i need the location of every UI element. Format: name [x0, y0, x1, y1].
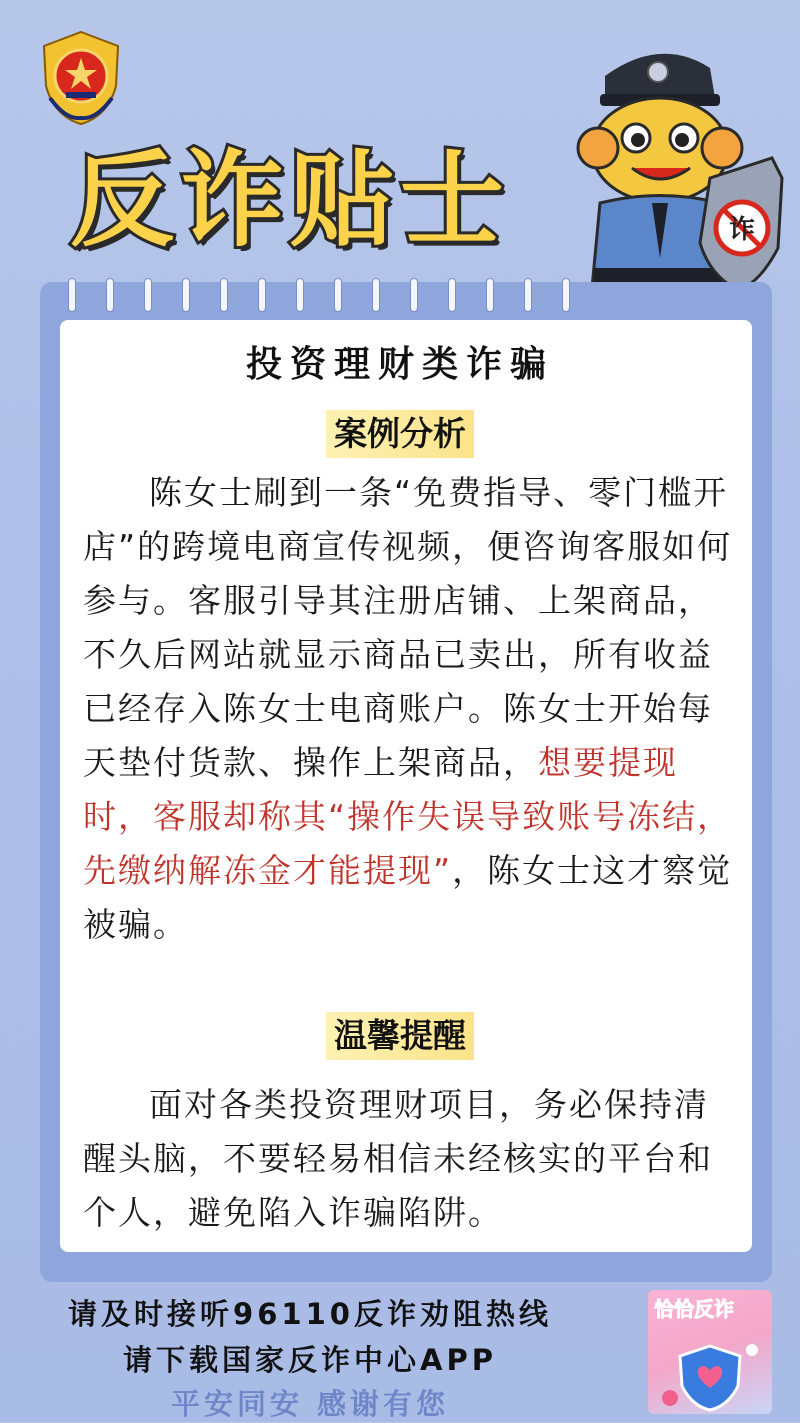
- card-title: 投资理财类诈骗: [245, 344, 554, 385]
- hotline-text: 请及时接听96110反诈劝阻热线: [68, 1297, 552, 1331]
- svg-text:诈: 诈: [728, 215, 756, 245]
- badge-text: 恰恰反诈: [654, 1297, 734, 1321]
- case-heading: 案例分析: [0, 410, 800, 458]
- police-emblem-icon: [36, 28, 126, 128]
- tip-text: 面对各类投资理财项目，务必保持清醒头脑，不要轻易相信未经核实的平台和个人，避免陷入诈骗陷阱。: [83, 1085, 713, 1232]
- tip-heading: 温馨提醒: [0, 1012, 800, 1060]
- binder-rings: [68, 278, 608, 314]
- download-app-text: 请下载国家反诈中心APP: [123, 1343, 497, 1377]
- anti-fraud-badge: [648, 1290, 772, 1414]
- thanks-text: 平安同安 感谢有您: [170, 1387, 450, 1421]
- case-text-highlight: 想要提现时，客服却称其“操作失误导致账号冻结，先缴纳解冻金才能提现”: [83, 743, 733, 890]
- page-title: 反诈贴士: [70, 139, 511, 261]
- case-text: 陈女士刷到一条“免费指导、零门槛开店”的跨境电商宣传视频，便咨询客服如何参与。客服引导其注册店铺、上架商品，不久后网站就显示商品已卖出，所有收益已经存入陈女士电商账户。陈女士开始每天垫付货款、操作上架商品，想要提现时，客服却称其“操作失误导致账号冻结，先缴纳解冻金才能提现”，陈女士这才察觉被骗。: [83, 473, 733, 944]
